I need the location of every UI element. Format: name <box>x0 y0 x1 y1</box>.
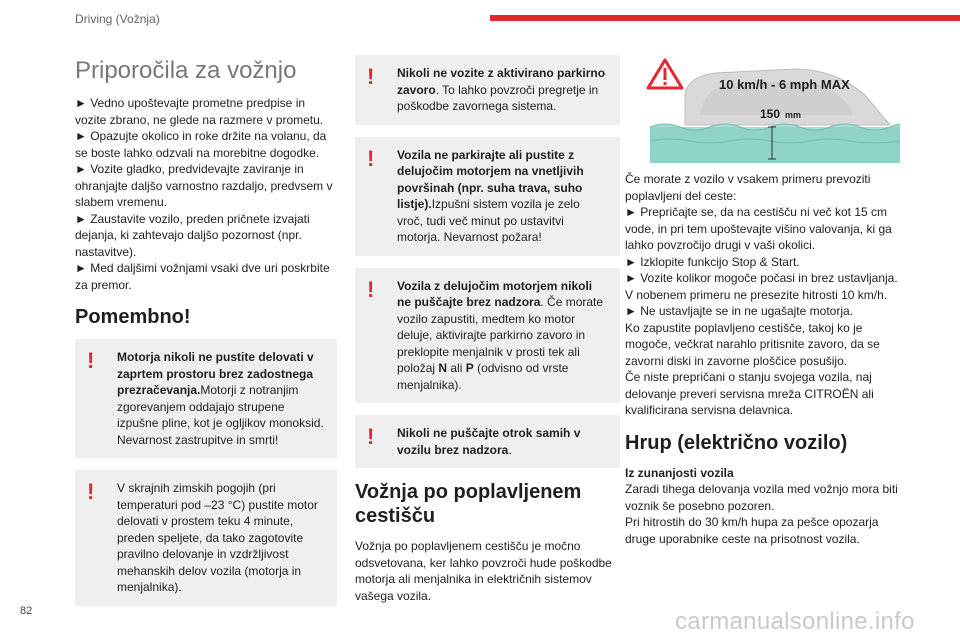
speed-label: 10 km/h - 6 mph MAX <box>719 77 850 92</box>
warning-body: . Če morate vozilo zapustiti, medtem ko motor deluje, aktivirajte parkirno zavoro in preklopite menjalnik v prosti tek ali položaj <box>397 295 604 375</box>
warning-body: Izpušni sistem vozila je zelo vroč, tudi več minut po ustavitvi motorja. Nevarnost požara! <box>397 197 580 244</box>
warning-text <box>367 425 608 458</box>
warning-box-parking-brake <box>355 55 620 125</box>
warning-bold: Motorja nikoli ne pustite delovati v zaprtem prostoru brez zadostnega prezračevanja. <box>117 350 314 397</box>
warning-box-winter <box>75 470 337 606</box>
warning-bold: Nikoli ne puščajte otrok samih v vozilu brez nadzora <box>397 426 581 457</box>
warning-bold: Vozila ne parkirajte ali pustite z delujočim motorjem na vnetljivih površinah (npr. suha trava, suho listje). <box>397 147 584 211</box>
paragraph-service: Če niste prepričani o stanju svojega vozila, naj delovanje preveri servisna mreža CITROËN ali kvalificirana servisna delavnica. <box>625 370 874 417</box>
page-number: 82 <box>20 605 33 617</box>
warning-exclamation-icon: ! <box>367 276 375 302</box>
bullet-item: ► Opazujte okolico in roke držite na volanu, da se boste lahko odzvali na morebitne dogodke. <box>75 129 327 160</box>
depth-label: 150 <box>760 107 781 121</box>
warning-text <box>87 349 325 448</box>
gear-p: P <box>465 361 474 375</box>
header-section-title: Driving (Vožnja) <box>75 12 160 26</box>
warning-body-end: (odvisno od vrste menjalnika). <box>397 361 569 392</box>
section-heading-important: Pomembno! <box>75 306 191 328</box>
section-heading-flooded: Vožnja po poplavljenem cestišču <box>355 481 582 527</box>
flooded-road-illustration <box>625 55 875 165</box>
column-left <box>75 55 337 618</box>
watermark: carmanualsonline.info <box>675 608 915 635</box>
section-heading-noise: Hrup (električno vozilo) <box>625 431 848 454</box>
warning-triangle-icon <box>648 60 682 88</box>
column-right <box>625 55 900 547</box>
column-middle <box>355 55 620 604</box>
warning-box-flammable <box>355 137 620 256</box>
bullet-item: ► Vozite kolikor mogoče počasi in brez ustavljanja. V nobenem primeru ne presezite hitrosti 10 km/h. <box>625 271 898 302</box>
warning-body: . To lahko povzroči pregretje in poškodbe zavornega sistema. <box>397 82 599 113</box>
warning-box-unattended <box>355 268 620 404</box>
bullet-item: ► Vozite gladko, predvidevajte zaviranje in ohranjajte daljšo varnostno razdaljo, predvsem v slabem vremenu. <box>75 162 333 209</box>
warning-exclamation-icon: ! <box>367 424 375 449</box>
gear-n: N <box>438 361 448 375</box>
header-accent-bar <box>490 15 960 21</box>
warning-body-connector: ali <box>447 361 466 375</box>
paragraph-brakes: Ko zapustite poplavljeno cestišče, takoj ko je mogoče, večkrat narahlo pritisnite zavoro, da se zavorni diski in zavorne ploščice posušijo. <box>625 320 880 368</box>
flood-diagram <box>625 55 900 165</box>
bullet-item: ► Zaustavite vozilo, preden pričnete izvajati dejanja, ki zahtevajo daljšo pozornost (npr. nastavitve). <box>75 211 310 259</box>
warning-text <box>367 147 608 246</box>
warning-bold: Vozila z delujočim motorjem nikoli ne puščajte brez nadzora <box>397 278 593 309</box>
warning-exclamation-icon: ! <box>87 348 95 373</box>
bullet-item: ► Vedno upoštevajte prometne predpise in vozite zbrano, ne glede na razmere v prometu. <box>75 96 324 127</box>
bullet-item: ► Med daljšimi vožnjami vsaki dve uri poskrbite za premor. <box>75 261 330 292</box>
warning-box-children <box>355 415 620 468</box>
paragraph-pedestrian-horn: Pri hitrostih do 30 km/h hupa za pešce opozarja druge uporabnike ceste na prisotnost vozila. <box>625 515 879 546</box>
warning-box-ventilation <box>75 339 337 458</box>
warning-exclamation-icon: ! <box>367 64 375 89</box>
water-icon <box>650 124 900 163</box>
warning-exclamation-icon: ! <box>87 479 95 504</box>
warning-text <box>367 278 608 394</box>
subheading-exterior: Iz zunanjosti vozila <box>625 465 734 480</box>
warning-body: V skrajnih zimskih pogojih (pri temperaturi pod –23 °C) pustite motor delovati v prostem teku 4 minute, preden speljete, da tako zagotovite pravilno delovanje in vzdržljivost mehanskih delov vozila (motorja in menjalnika). <box>117 481 318 594</box>
page-title: Priporočila za vožnjo <box>75 57 297 84</box>
bullet-item: ► Ne ustavljajte se in ne ugašajte motorja. <box>625 304 853 318</box>
bullet-item: ► Izklopite funkcijo Stop & Start. <box>625 254 800 269</box>
depth-unit: mm <box>785 110 802 120</box>
warning-bold: Nikoli ne vozite z aktivirano parkirno zavoro <box>397 66 606 97</box>
warning-body: Motorji z notranjim zgorevanjem oddajajo strupene izpušne pline, kot je ogljikov monoksid. Nevarnost zastrupitve in smrti! <box>117 383 324 447</box>
flood-intro: Če morate z vozilo v vsakem primeru prevoziti poplavljeni del ceste: <box>625 172 871 203</box>
warning-body: . <box>508 442 512 457</box>
warning-text <box>367 65 608 115</box>
bullet-item: ► Prepričajte se, da na cestišču ni več kot 15 cm vode, in pri tem upoštevajte višino valovanja, ki ga lahko povzročijo drugi v vaši okolici. <box>625 205 892 252</box>
paragraph-silent: Zaradi tihega delovanja vozila med vožnjo mora biti voznik še posebno pozoren. <box>625 482 898 513</box>
flooded-paragraph: Vožnja po poplavljenem cestišču je močno odsvetovana, ker lahko povzroči hude poškodbe motorja ali menjalnika in električnih sistemov vašega vozila. <box>355 539 612 603</box>
warning-exclamation-icon: ! <box>367 145 375 171</box>
